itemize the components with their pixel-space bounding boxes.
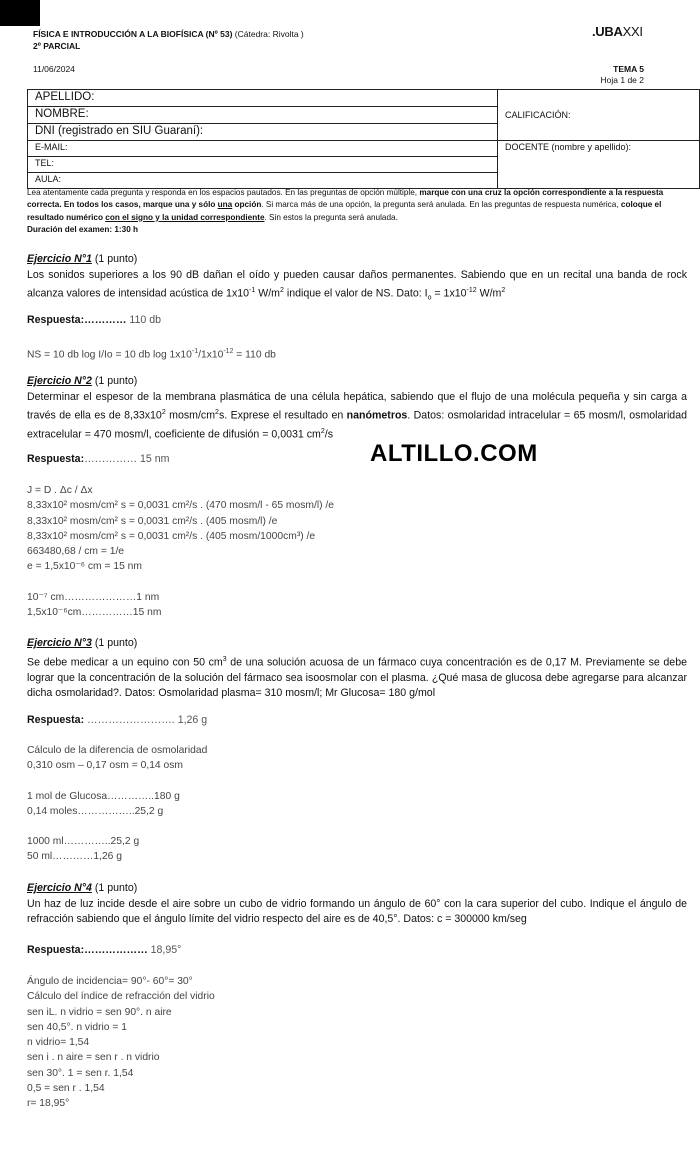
calc-line bbox=[27, 819, 207, 834]
calc-line: 50 ml…………1,26 g bbox=[27, 851, 122, 863]
exercise-4-question: Un haz de luz incide desde el aire sobre un cubo de vidrio formando un ángulo de 60° con la cara superior del cubo. Indique el ángulo de refracción sabiendo que el ángulo límite del vidrio respecto del aire es de 40,5°. Datos: c = 300000 km/seg bbox=[27, 897, 687, 925]
exercise-2-conversion bbox=[27, 590, 161, 621]
uba-xxi-logo: .UBAXXI bbox=[592, 24, 643, 39]
redaction-box bbox=[0, 0, 40, 26]
exercise-3-answer: Respuesta: ……………………. 1,26 g bbox=[27, 714, 208, 726]
exercise-1-calculation: NS = 10 db log I/Io = 10 db $\log 1x10^{-1}/1x10^{-12} = 110$ db bbox=[27, 348, 276, 361]
calc-line: 1,5x10⁻⁶cm……………15 nm bbox=[27, 607, 162, 619]
exam-subtitle: 2º PARCIAL bbox=[33, 41, 81, 51]
aula-field: AULA: bbox=[28, 173, 498, 189]
exercise-2-calculation bbox=[27, 483, 334, 575]
calc-line: 1 mol de Glucosa…………..180 g bbox=[27, 790, 180, 802]
calc-line: 663480,68 / cm = 1/e bbox=[27, 546, 125, 558]
calc-line: Cálculo del índice de refracción del vidrio bbox=[27, 991, 215, 1003]
exercise-1-answer: Respuesta:………… 110 db bbox=[27, 314, 162, 326]
calc-line: J = D . Δc / Δx bbox=[27, 485, 93, 496]
calc-line bbox=[27, 774, 207, 789]
exercise-3-question: Se debe medicar a un equino con 50 $cm^3$ de una solución acuosa de un fármaco cuya concentración es de 0,17 M. Previamente se debe lograr que la concentración de la solución del fármaco sea isoosmolar con el plasma. ¿Qué masa de glucosa debe agregarse para alcanzar dicha osmolaridad?. Datos: Osmolaridad plasma= 310 mosm/l; Mr Glucosa= 180 g/mol bbox=[27, 655, 687, 700]
dni-field: DNI (registrado en SIU Guaraní): bbox=[28, 124, 498, 141]
calc-line: sen i . n aire = sen r . n vidrio bbox=[27, 1052, 160, 1064]
calc-line: Cálculo de la diferencia de osmolaridad bbox=[27, 745, 208, 756]
exercise-2-answer: Respuesta:…………… 15 nm bbox=[27, 453, 170, 465]
exercise-4-answer: Respuesta:……………… 18,95° bbox=[27, 944, 182, 956]
calc-line: 8,33x10² mosm/cm² s = 0,0031 cm²/s . (405 mosm/l) /e bbox=[27, 515, 278, 527]
calc-line: sen iL. n vidrio = sen 90°. n aire bbox=[27, 1006, 172, 1018]
exam-date: 11/06/2024 bbox=[33, 64, 75, 74]
email-field: E-MAIL: bbox=[28, 141, 498, 157]
instructions: Lea atentamente cada pregunta y responda en los espacios pautados. En las preguntas de opción múltiple, marque con una cruz la opción correspondiente a la respuesta correcta. En todos los casos, marque una y sólo una opción. Si marca más de una opción, la pregunta será anulada. En las preguntas de respuesta numérica, coloque el resultado numérico con el signo y la unidad correspondiente. Sin estos la pregunta será anulada. Duración del examen: 1:30 h bbox=[27, 188, 664, 234]
exercise-3-title: Ejercicio N°3 (1 punto) bbox=[27, 637, 138, 649]
calc-line: 1000 ml…………..25,2 g bbox=[27, 836, 140, 848]
exam-title: FÍSICA E INTRODUCCIÓN A LA BIOFÍSICA (Nº 53) (Cátedra: Rivolta ) bbox=[33, 29, 304, 39]
exercise-1-question: Los sonidos superiores a los 90 dB dañan el oído y pueden causar daños permanentes. Sabiendo que en un recital una banda de rock alcanza valores de intensidad acústica de $1x10^{-1}$ $W/m^2$ indique el valor de NS. Dato: $I_o = 1x10^{-12}$ $W/m^2$ bbox=[27, 268, 687, 302]
calc-line: Ángulo de incidencia= 90°- 60°= 30° bbox=[27, 976, 193, 987]
exercise-4 bbox=[27, 881, 687, 928]
calc-line: 8,33x10² mosm/cm² s = 0,0031 cm²/s . (470 mosm/l - 65 mosm/l) /e bbox=[27, 500, 334, 512]
exercise-4-title: Ejercicio N°4 (1 punto) bbox=[27, 882, 138, 894]
calc-line: 8,33x10² mosm/cm² s = 0,0031 cm²/s . (405 mosm/1000cm³) /e bbox=[27, 530, 316, 542]
calc-line: 0,5 = sen r . 1,54 bbox=[27, 1083, 105, 1095]
watermark: ALTILLO.COM bbox=[370, 440, 538, 467]
exercise-3-calculation bbox=[27, 743, 207, 865]
nombre-field: NOMBRE: bbox=[28, 107, 498, 124]
calc-line: 0,14 moles……………..25,2 g bbox=[27, 805, 164, 817]
exercise-2-title: Ejercicio N°2 (1 punto) bbox=[27, 375, 138, 387]
student-id-table bbox=[27, 89, 700, 189]
exercise-1 bbox=[27, 252, 687, 306]
calc-line: 0,310 osm – 0,17 osm = 0,14 osm bbox=[27, 760, 183, 772]
page-counter: Hoja 1 de 2 bbox=[600, 75, 644, 85]
tel-field: TEL: bbox=[28, 157, 498, 173]
exercise-4-calculation bbox=[27, 974, 215, 1112]
calc-line: sen 30°. 1 = sen r. 1,54 bbox=[27, 1067, 134, 1079]
apellido-field: APELLIDO: bbox=[28, 90, 498, 107]
exercise-3 bbox=[27, 636, 687, 702]
calc-line: n vidrio= 1,54 bbox=[27, 1037, 90, 1049]
exercise-2 bbox=[27, 374, 687, 443]
calc-line: sen 40,5°. n vidrio = 1 bbox=[27, 1021, 127, 1033]
tema-label: TEMA 5 bbox=[613, 64, 644, 74]
docente-field: DOCENTE (nombre y apellido): bbox=[498, 141, 700, 189]
exam-duration: Duración del examen: 1:30 h bbox=[27, 224, 139, 234]
calc-line: r= 18,95° bbox=[27, 1098, 70, 1110]
calc-line: e = 1,5x10⁻⁶ cm = 15 nm bbox=[27, 561, 142, 573]
exercise-2-question: Determinar el espesor de la membrana plasmática de una célula hepática, sabiendo que el flujo de una molécula pequeña y sin carga a través de ella es de $8,33x10^2$ mosm/$cm^2s$. Exprese el resultado en nanómetros. Datos: osmolaridad intracelular = 65 mosm/l, osmolaridad extracelular = 470 mosm/l, coeficiente de difusión = 0,0031 $cm^2/s$ bbox=[27, 390, 687, 441]
calc-line: 10⁻⁷ cm…………………1 nm bbox=[27, 592, 160, 603]
exercise-1-title: Ejercicio N°1 (1 punto) bbox=[27, 253, 138, 265]
calificacion-field: CALIFICACIÓN: bbox=[498, 90, 700, 141]
